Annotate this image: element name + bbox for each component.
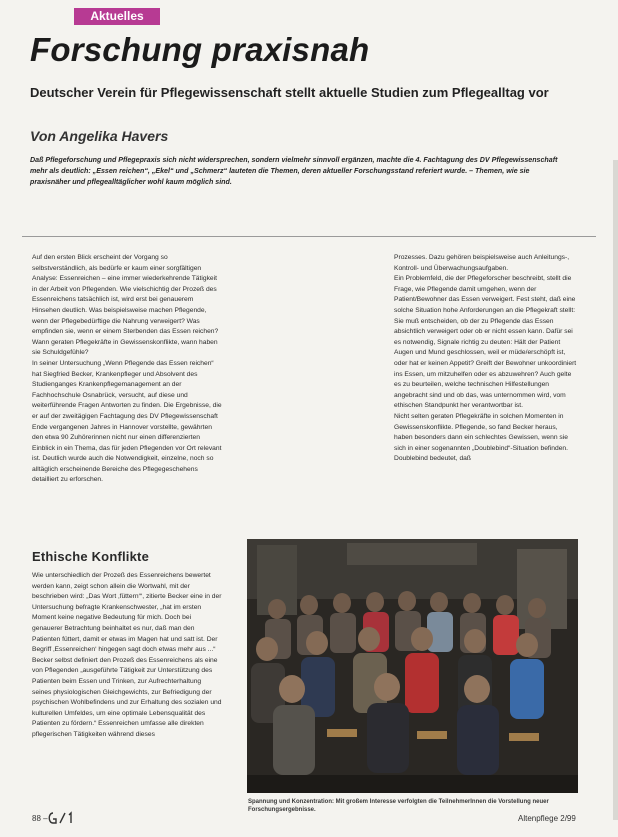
divider-line: [22, 236, 596, 237]
body-paragraph: Auf den ersten Blick erscheint der Vorgang so selbstverständlich, als bedürfe er kaum einer sorgfältigen Analyse: Essenreichen – eine immer wiederkehrende Tätigkeit in der Arbeit von Pflegenden. Wie vielschichtig der Prozeß des Essenreichens tatsächlich ist, wird erst bei genauerem Hinsehen deutlich. Was beispielsweise machen Pflegende, wenn der Pflegebedürftige die Nahrung verweigert? Was empfinden sie, wenn er einem Sterbenden das Essen reichen? Wann geraten Pflegekräfte in Gewissenskonflikte, wann haben sie Schuldgefühle?: [32, 254, 219, 357]
body-column-left-top: [32, 253, 222, 535]
body-paragraph: Becker selbst definiert den Prozeß des Essenreichens als eine von Pflegenden „ausgeführte Tätigkeit zur Unterstützung des Patienten beim Essen und Trinken, zur Aufrechterhaltung seines physiologischen Gleichgewichts, zur Befriedigung der psychischen Wohlbefindens und zur Erhaltung des sozialen und kulturellen Umfeldes, um eine optimale Lebensqualität des Patienten zu fördern.“ Essenreichen umfasse alle direkten pflegerischen Tätigkeiten während dieses: [32, 656, 222, 738]
photo-caption: Spannung und Konzentration: Mit großem Interesse verfolgten die TeilnehmerInnen die Vorstellung neuer Forschungsergebnisse.: [248, 799, 549, 813]
page-edge-shadow: [613, 160, 618, 820]
magazine-logo: [47, 811, 77, 825]
audience-photo: [247, 539, 578, 793]
section-heading: Ethische Konflikte: [32, 549, 150, 564]
body-paragraph: Wie unterschiedlich der Prozeß des Essenreichens bewertet werden kann, zeigt schon allein die Wortwahl, mit der beschrieben wird: „Das Wort ‚füttern‘“, zitierte Becker eine in der Untersuchung befragte Krankenschwester, „hat im ersten Moment keine negative Bedeutung für mich. Doch bei genauerer Betrachtung beinhaltet es nur, daß man den Patienten füttert, damit er etwas im Magen hat und satt ist. Der Begriff ‚Essenreichen‘ hingegen sagt doch etwas mehr aus ...“: [32, 572, 222, 654]
lead-paragraph: Daß Pflegeforschung und Pflegepraxis sich nicht widersprechen, sondern vielmehr sinnvoll ergänzen, machte die 4. Fachtagung des DV Pflegewissenschaft mehr als deutlich: „Essen reichen“, „Ekel“ und „Schmerz“ lauteten die Themen, deren aktueller Forschungsstand referiert wurde. – Themen, wie sie praxisnäher und pflegealltäglicher wohl kaum möglich sind.: [30, 156, 558, 186]
magazine-issue: Altenpflege 2/99: [518, 814, 576, 823]
body-column-left-bottom: [32, 571, 222, 801]
body-paragraph: In seiner Untersuchung „Wenn Pflegende das Essen reichen“ hat Siegfried Becker, Krankenpfleger und Absolvent des Studienganges Krankenpflegemanagement an der Fachhochschule Osnabrück, versucht, auf diese und weiterführende Fragen Antworten zu finden. Die Ergebnisse, die er auf der zweitägigen Fachtagung des DV Pflegewissenschaft Ende vergangenen Jahres in Hannover vorstellte, gewährten den etwa 90 Zuhörerinnen nicht nur einen differenzierten Einblick in ein Thema, das für jeden Pflegenden vor Ort relevant ist. Deutlich wurde auch die Notwendigkeit, einzelne, noch so alltäglich erscheinende Bereiche des Pflegegeschehens detailliert zu erforschen.: [32, 359, 222, 484]
page-number: 88 –: [32, 814, 48, 823]
body-paragraph: Prozesses. Dazu gehören beispielsweise auch Anleitungs-, Kontroll- und Überwachungsaufgaben.: [394, 254, 570, 272]
body-column-right: [394, 253, 578, 515]
body-paragraph: Nicht selten geraten Pflegekräfte in solchen Momenten in Gewissenskonflikte. Pflegende, so fand Becker heraus, haben besonders dann ein schlechtes Gewissen, wenn sie sich in einer sogenannten „Doublebind“-Situation befinden. Doublebind bedeutet, daß: [394, 412, 568, 463]
section-badge: Aktuelles: [74, 8, 160, 25]
article-subtitle: Deutscher Verein für Pflegewissenschaft stellt aktuelle Studien zum Pflegealltag vor: [30, 85, 549, 100]
author-byline: Von Angelika Havers: [30, 128, 169, 144]
article-title: Forschung praxisnah: [30, 31, 370, 68]
audience-photo-illustration: [247, 539, 578, 793]
body-paragraph: Ein Problemfeld, die der Pflegeforscher beschreibt, stellt die Frage, wie Pflegende damit umgehen, wenn der Patient/Bewohner das Essen verweigert. Fest steht, daß eine solche Situation hohe Anforderungen an die Pflegekraft stellt: Sie muß entscheiden, ob der zu Pflegende das Essen absichtlich verweigert oder ob er nicht essen kann. Dafür sei es notwendig, Signale richtig zu deuten: Hält der Patient Augen und Mund geschlossen, weil er müde/erschöpft ist, oder hat er keinen Appetit? Greift der Bewohner unkoordiniert ins Essen, um mitzuhelfen oder es abzuwehren? Auch gelte es zu beurteilen, welche technischen Hilfestellungen angebracht sind und ob das, was unternommen wird, vom ethischen Standpunkt her verantwortbar ist.: [394, 275, 577, 410]
